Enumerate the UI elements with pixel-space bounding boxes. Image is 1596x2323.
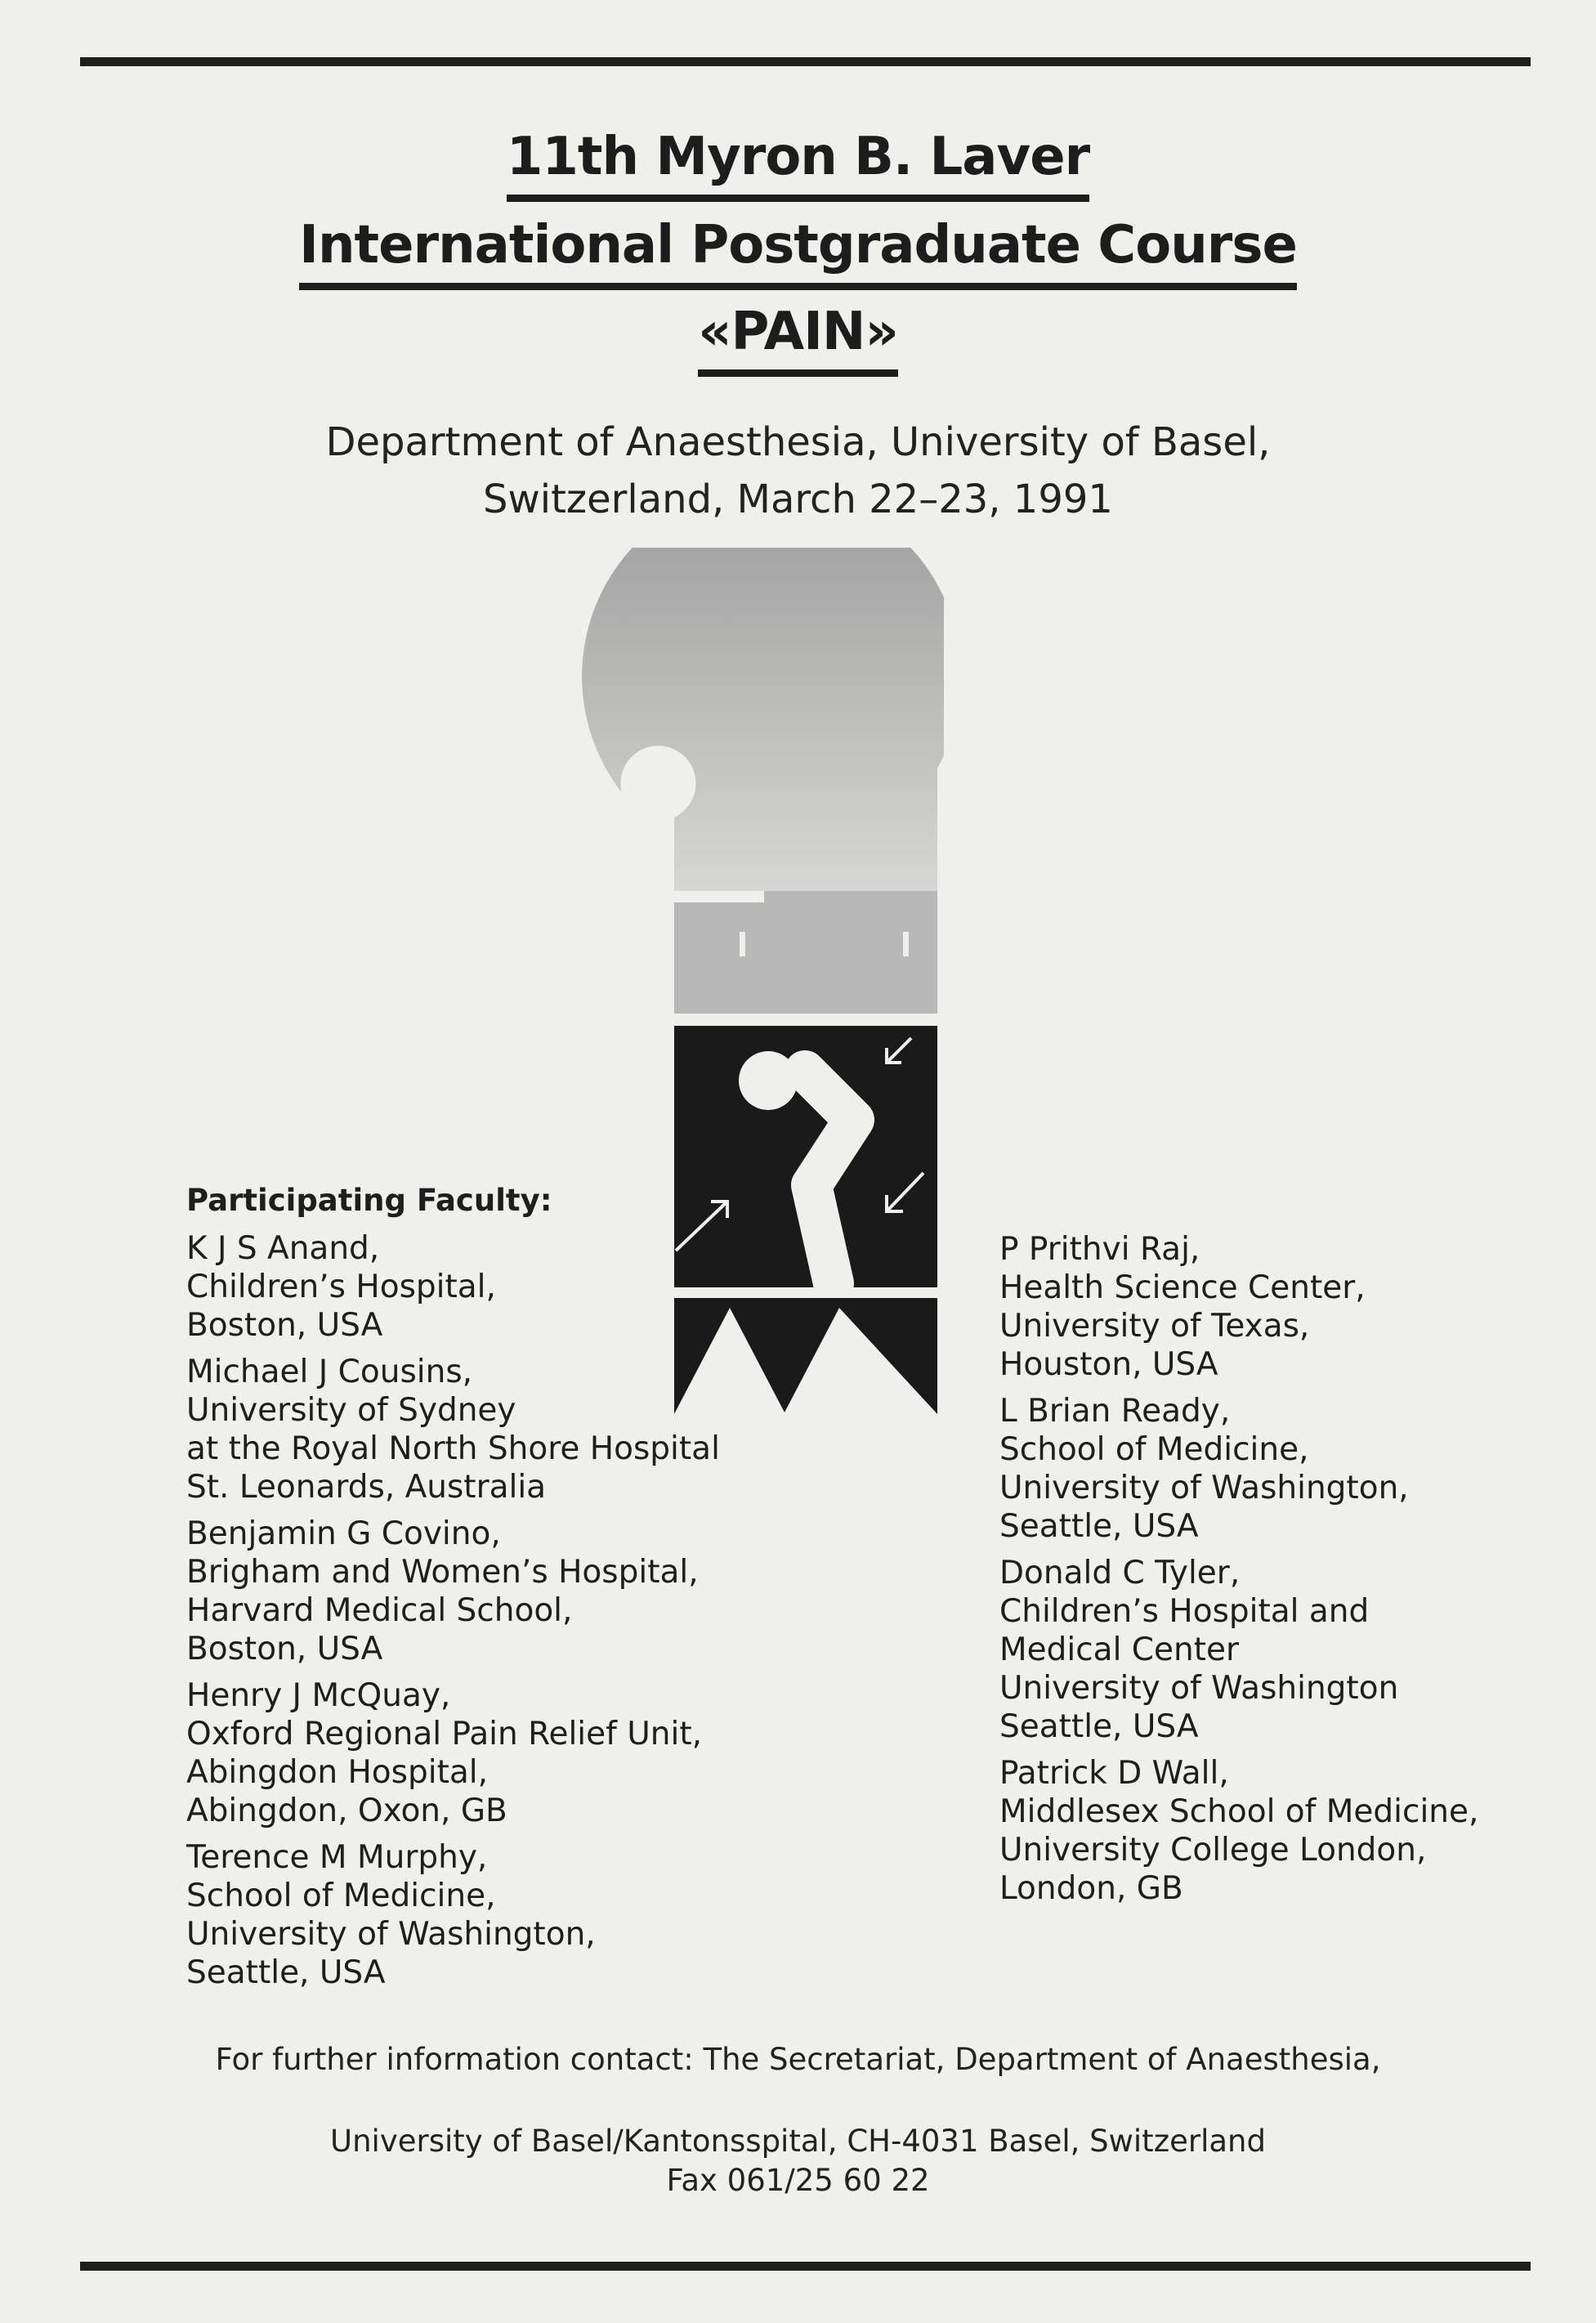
faculty-affiliation-line: University of Washington, [186,1916,596,1953]
faculty-affiliation-line: School of Medicine, [186,1878,496,1914]
faculty-affiliation-line: London, GB [999,1870,1183,1907]
faculty-affiliation-line: University of Texas, [999,1308,1310,1345]
faculty-affiliation-line: Health Science Center, [999,1269,1366,1306]
faculty-affiliation-line: Medical Center [999,1631,1240,1668]
subtitle-department: Department of Anaesthesia, University of Basel, [325,419,1271,465]
faculty-heading: Participating Faculty: [186,1183,552,1218]
faculty-affiliation-line: Middlesex School of Medicine, [999,1793,1479,1830]
faculty-entry [186,1229,726,1345]
faculty-affiliation-line: at the Royal North Shore Hospital [186,1430,720,1467]
bottom-rule [80,2262,1531,2271]
faculty-affiliation-line: Houston, USA [999,1346,1218,1383]
faculty-affiliation-line: Boston, USA [186,1631,383,1667]
faculty-entry [999,1392,1531,1546]
faculty-entry [999,1554,1531,1746]
faculty-name: Michael J Cousins, [186,1354,473,1390]
contact-fax: Fax 061/25 60 22 [666,2163,930,2198]
faculty-entry [186,1353,726,1506]
faculty-affiliation-line: Abingdon Hospital, [186,1754,488,1791]
faculty-name: Donald C Tyler, [999,1555,1241,1591]
faculty-affiliation-line: School of Medicine, [999,1431,1309,1468]
title-line-2-wrap [0,215,1596,290]
faculty-affiliation-line: Brigham and Women’s Hospital, [186,1554,699,1591]
faculty-affiliation-line: University of Washington [999,1670,1399,1707]
head-shape [582,548,944,891]
faculty-name: L Brian Ready, [999,1393,1231,1430]
faculty-column-left [186,1181,726,2000]
faculty-name: Patrick D Wall, [999,1755,1229,1792]
faculty-affiliation-line: Seattle, USA [186,1954,386,1991]
faculty-name: Terence M Murphy, [186,1839,488,1876]
faculty-affiliation-line: University of Sydney [186,1392,516,1429]
course-title-line-2: International Postgraduate Course [299,219,1297,290]
faculty-affiliation-line: Boston, USA [186,1307,383,1344]
subtitle-location-date: Switzerland, March 22–23, 1991 [483,477,1113,522]
faculty-name: K J S Anand, [186,1230,380,1267]
title-line-3-wrap [0,302,1596,377]
faculty-entry [999,1754,1531,1908]
title-line-1-wrap [0,127,1596,202]
faculty-affiliation-line: Children’s Hospital, [186,1269,496,1305]
faculty-affiliation-line: Abingdon, Oxon, GB [186,1793,507,1829]
faculty-name: Henry J McQuay, [186,1677,451,1714]
faculty-affiliation-line: University College London, [999,1832,1427,1869]
course-title-line-1: 11th Myron B. Laver [507,131,1089,202]
shoulder-block [674,891,937,1014]
faculty-affiliation-line: University of Washington, [999,1470,1409,1506]
faculty-entry [186,1676,726,1830]
contact-line-1: For further information contact: The Secretariat, Department of Anaesthesia, [215,2042,1381,2077]
faculty-list-right [999,1230,1531,1908]
faculty-affiliation-line: St. Leonards, Australia [186,1469,547,1506]
faculty-affiliation-line: Children’s Hospital and [999,1593,1370,1630]
faculty-list-left [186,1229,726,1992]
contact-address: University of Basel/Kantonsspital, CH-4031 Basel, Switzerland [330,2124,1266,2159]
faculty-affiliation-line: Oxford Regional Pain Relief Unit, [186,1716,703,1752]
faculty-name: P Prithvi Raj, [999,1231,1200,1268]
faculty-affiliation-line: Seattle, USA [999,1508,1199,1545]
faculty-name: Benjamin G Covino, [186,1515,501,1552]
faculty-entry [999,1230,1531,1384]
top-rule [80,57,1531,66]
faculty-column-right [999,1230,1531,1916]
faculty-affiliation-line: Seattle, USA [999,1708,1199,1745]
faculty-affiliation-line: Harvard Medical School, [186,1592,573,1629]
faculty-entry [186,1515,726,1668]
course-title-pain: «PAIN» [698,306,898,377]
faculty-entry [186,1838,726,1992]
